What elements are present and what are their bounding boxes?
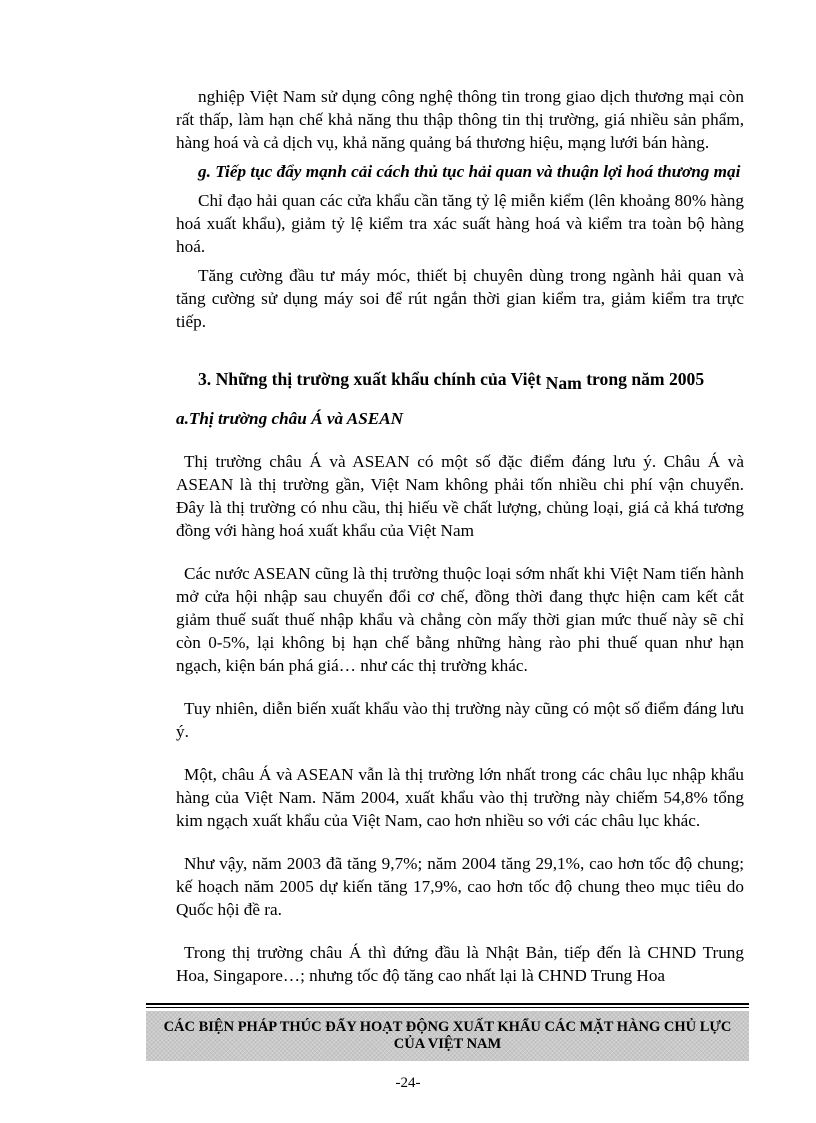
sub-heading-asia-asean: a.Thị trường châu Á và ASEAN xyxy=(176,409,404,428)
section-title-part1: 3. Những thị trường xuất khẩu chính của Việt xyxy=(198,369,546,389)
section-title-part2: Nam xyxy=(545,373,582,393)
footer-divider xyxy=(146,1003,749,1008)
paragraph-asean-integration: Các nước ASEAN cũng là thị trường thuộc loại sớm nhất khi Việt Nam tiến hành mở cửa hội nhập sau chuyển đổi cơ chế, đồng thời đang thực hiện cam kết cắt giảm thuế suất thuế nhập khẩu và chẳng còn mấy thời gian mức thuế này sẽ chỉ còn 0-5%, lại không bị hạn chế bằng những hàng rào phi thuế quan như hạn ngạch, kiện bán phá giá… như các thị trường khác. xyxy=(176,564,744,675)
footer-banner xyxy=(146,1011,749,1061)
paragraph-asia-asean-features: Thị trường châu Á và ASEAN có một số đặc điểm đáng lưu ý. Châu Á và ASEAN là thị trường gần, Việt Nam không phải tốn nhiều chi phí vận chuyển. Đây là thị trường có nhu cầu, thị hiếu về chất lượng, chủng loại, giá cả khá tương đồng với hàng hoá xuất khẩu của Việt Nam xyxy=(176,452,744,540)
heading-g-customs-reform: g. Tiếp tục đẩy mạnh cải cách thủ tục hải quan và thuận lợi hoá thương mại xyxy=(198,162,741,181)
paragraph-customs-inspection: Chỉ đạo hải quan các cửa khẩu cần tăng tỷ lệ miễn kiểm (lên khoảng 80% hàng hoá xuất khẩu), giảm tỷ lệ kiểm tra xác suất hàng hoá và kiểm tra toàn bộ hàng hoá. xyxy=(176,191,744,256)
paragraph-growth-rates: Như vậy, năm 2003 đã tăng 9,7%; năm 2004 tăng 29,1%, cao hơn tốc độ chung; kế hoạch năm 2005 dự kiến tăng 17,9%, cao hơn tốc độ chung theo mục tiêu do Quốc hội đề ra. xyxy=(176,854,744,919)
page-number: -24- xyxy=(395,1075,421,1091)
section-title xyxy=(176,368,744,391)
paragraph-leading-markets: Trong thị trường châu Á thì đứng đầu là Nhật Bản, tiếp đến là CHND Trung Hoa, Singapore…; nhưng tốc độ tăng cao nhất lại là CHND Trung Hoa xyxy=(176,943,744,985)
paragraph-equipment-investment: Tăng cường đầu tư máy móc, thiết bị chuyên dùng trong ngành hải quan và tăng cường sử dụng máy soi để rút ngắn thời gian kiểm tra, giảm kiểm tra trực tiếp. xyxy=(176,266,744,331)
page-body xyxy=(176,85,744,987)
paragraph-largest-market: Một, châu Á và ASEAN vẫn là thị trường lớn nhất trong các châu lục nhập khẩu hàng của Việt Nam. Năm 2004, xuất khẩu vào thị trường này chiếm 54,8% tổng kim ngạch xuất khẩu của Việt Nam, cao hơn nhiều so với các châu lục khác. xyxy=(176,765,744,830)
footer-title-line1: CÁC BIỆN PHÁP THÚC ĐẨY HOẠT ĐỘNG XUẤT KHẨU CÁC MẶT HÀNG CHỦ LỰC xyxy=(163,1019,732,1035)
paragraph-export-developments: Tuy nhiên, diễn biến xuất khẩu vào thị trường này cũng có một số điểm đáng lưu ý. xyxy=(176,699,744,741)
section-title-part3: trong năm 2005 xyxy=(581,369,705,389)
footer-title-line2: CỦA VIỆT NAM xyxy=(393,1036,502,1052)
paragraph-intro: nghiệp Việt Nam sử dụng công nghệ thông tin trong giao dịch thương mại còn rất thấp, làm hạn chế khả năng thu thập thông tin thị trường, giá nhiều sản phẩm, hàng hoá và cả dịch vụ, khả năng quảng bá thương hiệu, mạng lưới bán hàng. xyxy=(176,87,744,152)
